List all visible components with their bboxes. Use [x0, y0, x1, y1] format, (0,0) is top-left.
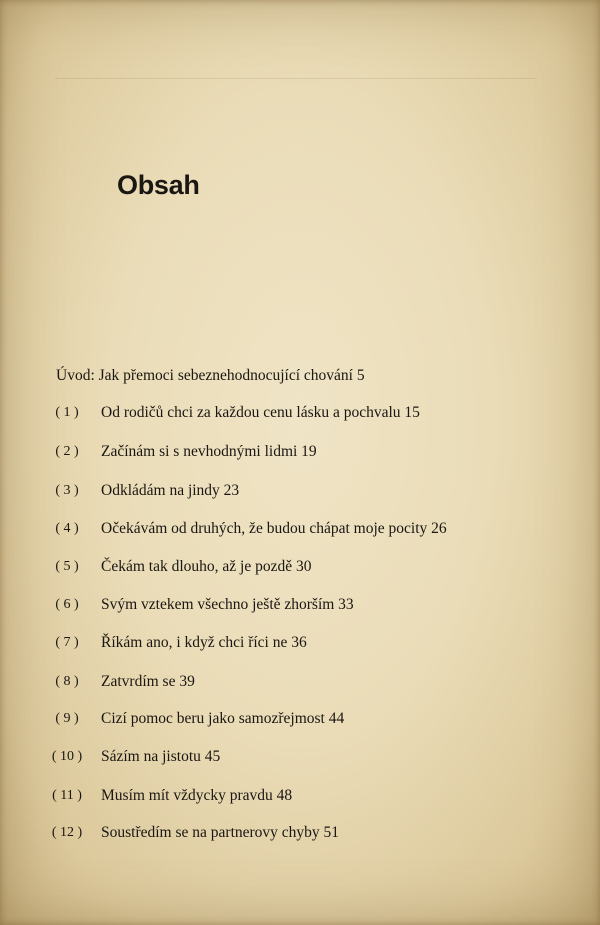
chapter-title: Očekávám od druhých, že budou chápat moje pocity 26: [101, 520, 447, 537]
chapter-title: Sázím na jistotu 45: [101, 748, 221, 765]
chapter-number: ( 2 ): [55, 444, 79, 459]
chapter-number: ( 7 ): [55, 635, 79, 650]
chapter-title: Říkám ano, i když chci říci ne 36: [101, 634, 307, 651]
chapter-number: ( 6 ): [55, 597, 79, 612]
chapter-title: Soustředím se na partnerovy chyby 51: [101, 824, 340, 841]
page-title: Obsah: [117, 170, 200, 200]
chapter-title: Odkládám na jindy 23: [101, 482, 240, 499]
chapter-title: Musím mít vždycky pravdu 48: [101, 787, 293, 804]
chapter-number: ( 11 ): [52, 788, 82, 803]
chapter-number: ( 10 ): [51, 749, 83, 764]
chapter-title: Čekám tak dlouho, až je pozdě 30: [101, 558, 312, 575]
chapter-number: ( 4 ): [55, 521, 79, 536]
chapter-title: Od rodičů chci za každou cenu lásku a pochvalu 15: [101, 404, 420, 421]
chapter-title: Zatvrdím se 39: [101, 673, 195, 690]
chapter-number: ( 8 ): [55, 674, 79, 689]
chapter-title: Svým vztekem všechno ještě zhorším 33: [101, 596, 354, 613]
toc-intro: Úvod: Jak přemoci sebeznehodnocující chování 5: [56, 367, 365, 384]
chapter-title: Začínám si s nevhodnými lidmi 19: [101, 443, 317, 460]
chapter-number: ( 9 ): [55, 711, 79, 726]
chapter-number: ( 1 ): [55, 405, 79, 420]
chapter-title: Cizí pomoc beru jako samozřejmost 44: [101, 710, 345, 727]
chapter-number: ( 5 ): [55, 559, 79, 574]
chapter-number: ( 12 ): [51, 825, 83, 840]
chapter-number: ( 3 ): [55, 483, 79, 498]
